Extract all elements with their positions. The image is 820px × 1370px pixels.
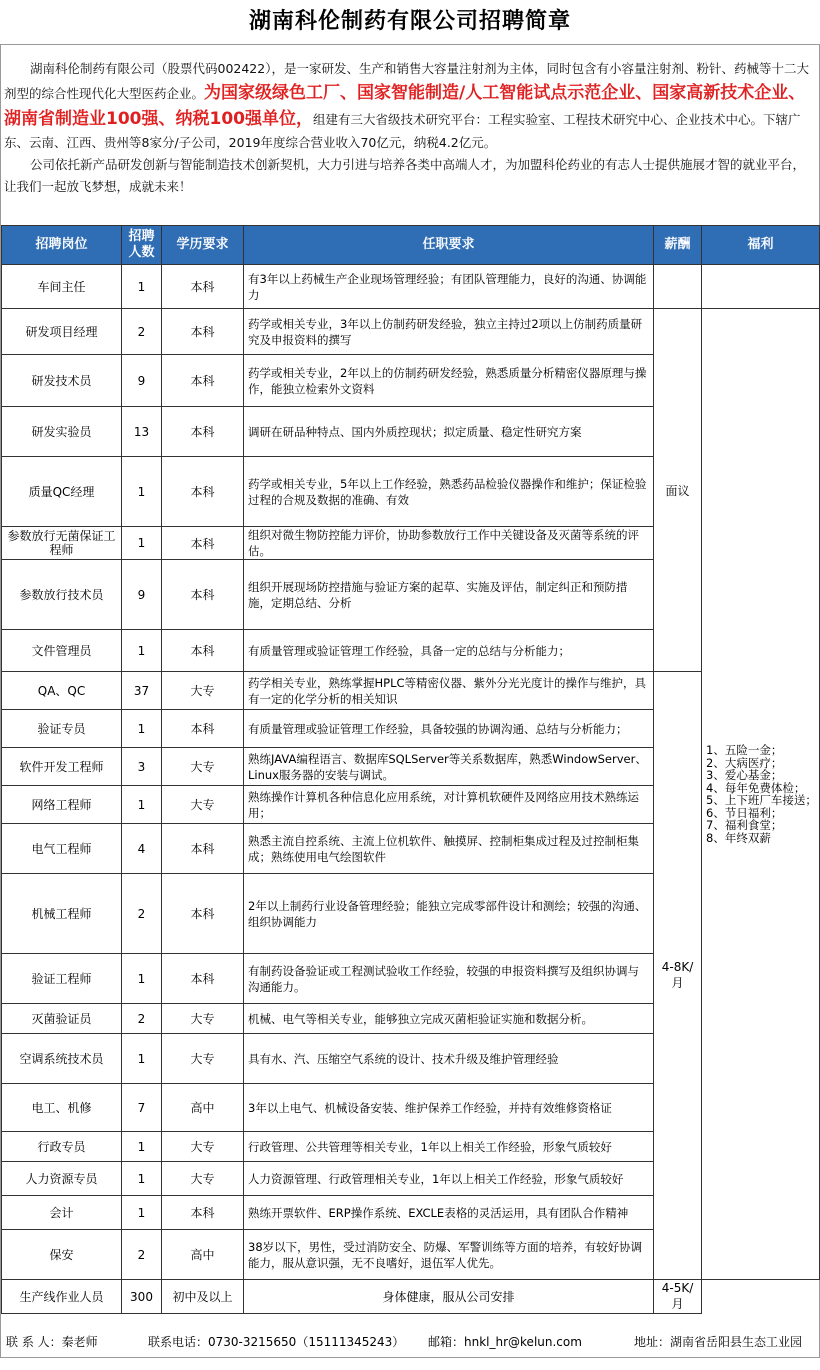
table-row <box>2 672 820 710</box>
cell-position: 生产线作业人员 <box>2 1280 122 1314</box>
cell-requirements: 身体健康，服从公司安排 <box>244 1280 654 1314</box>
cell-education: 本科 <box>162 407 244 457</box>
cell-education: 本科 <box>162 954 244 1004</box>
intro-text-a: 湖南科伦制药有限公司（股票代码002422），是一家研发、生产和销售大容量注射剂为主体，同时包含有小容量注射剂、粉针、药械等十二大剂型的综合性现代化大型医药企业。 <box>4 61 809 101</box>
cell-education: 本科 <box>162 1196 244 1230</box>
cell-position: 软件开发工程师 <box>2 748 122 786</box>
contact-address: 地址：湖南省岳阳县生态工业园 <box>634 1335 803 1349</box>
cell-education: 初中及以上 <box>162 1280 244 1314</box>
cell-education: 本科 <box>162 457 244 527</box>
cell-count: 1 <box>122 1132 162 1162</box>
cell-requirements: 药学或相关专业，5年以上工作经验，熟悉药品检验仪器操作和维护；保证检验过程的合规及数据的准确、有效 <box>244 457 654 527</box>
cell-count: 1 <box>122 954 162 1004</box>
header-salary: 薪酬 <box>654 226 702 265</box>
cell-position: 参数放行技术员 <box>2 560 122 630</box>
cell-education: 大专 <box>162 1004 244 1034</box>
cell-count: 1 <box>122 630 162 672</box>
table-row <box>2 309 820 355</box>
cell-count: 1 <box>122 527 162 560</box>
cell-count: 1 <box>122 457 162 527</box>
cell-count: 9 <box>122 355 162 407</box>
cell-education: 大专 <box>162 748 244 786</box>
cell-requirements: 2年以上制药行业设备管理经验；能独立完成零部件设计和测绘；较强的沟通、组织协调能力 <box>244 874 654 954</box>
cell-welfare-list: 1、五险一金； 2、大病医疗； 3、爱心基金； 4、每年免费体检； 5、上下班厂车接送； 6、节日福利； 7、福利食堂； 8、年终双薪 <box>702 309 820 1280</box>
cell-education: 大专 <box>162 1034 244 1084</box>
header-count: 招聘人数 <box>122 226 162 265</box>
cell-count: 7 <box>122 1084 162 1132</box>
cell-requirements: 组织开展现场防控措施与验证方案的起草、实施及评估，制定纠正和预防措施，定期总结、分析 <box>244 560 654 630</box>
cell-education: 大专 <box>162 672 244 710</box>
contact-email: 邮箱：hnkl_hr@kelun.com <box>428 1335 582 1349</box>
cell-position: 电工、机修 <box>2 1084 122 1132</box>
cell-position: 研发技术员 <box>2 355 122 407</box>
contact-phone: 联系电话：0730-3215650（15111345243） <box>148 1335 405 1349</box>
cell-salary-interview: 面议 <box>654 309 702 672</box>
cell-position: 质量QC经理 <box>2 457 122 527</box>
cell-position: 参数放行无菌保证工程师 <box>2 527 122 560</box>
header-welfare: 福利 <box>702 226 820 265</box>
cell-count: 1 <box>122 1196 162 1230</box>
cell-education: 大专 <box>162 786 244 824</box>
cell-requirements: 熟练JAVA编程语言、数据库SQLServer等关系数据库，熟悉WindowServer、Linux服务器的安装与调试。 <box>244 748 654 786</box>
cell-requirements: 调研在研品种特点、国内外质控现状；拟定质量、稳定性研究方案 <box>244 407 654 457</box>
cell-position: 空调系统技术员 <box>2 1034 122 1084</box>
cell-requirements: 药学或相关专业，3年以上仿制药研发经验，独立主持过2项以上仿制药质量研究及申报资料的撰写 <box>244 309 654 355</box>
header-requirements: 任职要求 <box>244 226 654 265</box>
cell-position: 行政专员 <box>2 1132 122 1162</box>
intro-highlight: 为国家级绿色工厂、国家智能制造/人工智能试点示范企业、国家高新技术企业、湖南省制造业100强、纳税100强单位， <box>4 83 806 129</box>
cell-requirements: 有制药设备验证或工程测试验收工作经验，较强的申报资料撰写及组织协调与沟通能力。 <box>244 954 654 1004</box>
cell-education: 本科 <box>162 527 244 560</box>
cell-requirements: 机械、电气等相关专业，能够独立完成灭菌柜验证实施和数据分析。 <box>244 1004 654 1034</box>
cell-count: 1 <box>122 1162 162 1196</box>
cell-requirements: 熟悉主流自控系统、主流上位机软件、触摸屏、控制柜集成过程及过控制柜集成；熟练使用电气绘图软件 <box>244 824 654 874</box>
cell-position: 会计 <box>2 1196 122 1230</box>
cell-salary-range: 4-8K/月 <box>654 672 702 1280</box>
jobs-table <box>1 225 820 1314</box>
cell-education: 本科 <box>162 265 244 309</box>
cell-requirements: 药学相关专业，熟练掌握HPLC等精密仪器、紫外分光光度计的操作与维护，具有一定的化学分析的相关知识 <box>244 672 654 710</box>
table-header-row <box>2 226 820 265</box>
cell-education: 高中 <box>162 1230 244 1280</box>
cell-count: 3 <box>122 748 162 786</box>
header-position: 招聘岗位 <box>2 226 122 265</box>
intro-text-b: 组建有三大省级技术研究平台：工程实验室、工程技术研究中心、企业技术中心。下辖广东、云南、江西、贵州等8家分/子公司，2019年度综合营业收入70亿元，纳税4.2亿元。 <box>4 112 801 150</box>
table-row <box>2 265 820 309</box>
cell-count: 300 <box>122 1280 162 1314</box>
cell-education: 大专 <box>162 1132 244 1162</box>
cell-education: 大专 <box>162 1162 244 1196</box>
cell-count: 13 <box>122 407 162 457</box>
page-title: 湖南科伦制药有限公司招聘简章 <box>248 9 571 34</box>
intro-paragraph-2: 公司依托新产品研发创新与智能制造技术创新契机，大力引进与培养各类中高端人才，为加盟科伦药业的有志人士提供施展才智的就业平台，让我们一起放飞梦想，成就未来！ <box>4 157 806 194</box>
cell-position: 保安 <box>2 1230 122 1280</box>
cell-requirements: 药学或相关专业，2年以上的仿制药研发经验，熟悉质量分析精密仪器原理与操作，能独立检索外文资料 <box>244 355 654 407</box>
cell-education: 本科 <box>162 710 244 748</box>
cell-position: 人力资源专员 <box>2 1162 122 1196</box>
cell-count: 2 <box>122 309 162 355</box>
cell-count: 2 <box>122 874 162 954</box>
cell-education: 本科 <box>162 309 244 355</box>
cell-position: QA、QC <box>2 672 122 710</box>
cell-requirements: 有质量管理或验证管理工作经验，具备一定的总结与分析能力； <box>244 630 654 672</box>
cell-position: 网络工程师 <box>2 786 122 824</box>
contact-person: 联 系 人：秦老师 <box>6 1335 98 1349</box>
cell-count: 1 <box>122 1034 162 1084</box>
cell-position: 文件管理员 <box>2 630 122 672</box>
table-row <box>2 1280 820 1314</box>
cell-position: 车间主任 <box>2 265 122 309</box>
cell-count: 1 <box>122 710 162 748</box>
cell-requirements: 熟练开票软件、ERP操作系统、EXCLE表格的灵活运用，具有团队合作精神 <box>244 1196 654 1230</box>
cell-position: 研发项目经理 <box>2 309 122 355</box>
cell-education: 本科 <box>162 874 244 954</box>
cell-position: 研发实验员 <box>2 407 122 457</box>
cell-education: 本科 <box>162 630 244 672</box>
cell-requirements: 3年以上电气、机械设备安装、维护保养工作经验，并持有效维修资格证 <box>244 1084 654 1132</box>
cell-requirements: 熟练操作计算机各种信息化应用系统，对计算机软硬件及网络应用技术熟练运用； <box>244 786 654 824</box>
company-intro <box>4 58 816 198</box>
cell-education: 本科 <box>162 560 244 630</box>
cell-education: 本科 <box>162 355 244 407</box>
cell-position: 电气工程师 <box>2 824 122 874</box>
cell-requirements: 行政管理、公共管理等相关专业，1年以上相关工作经验，形象气质较好 <box>244 1132 654 1162</box>
cell-welfare-empty <box>702 265 820 309</box>
cell-education: 本科 <box>162 824 244 874</box>
cell-count: 2 <box>122 1004 162 1034</box>
job-rows <box>2 265 820 1314</box>
cell-requirements: 38岁以下，男性，受过消防安全、防爆、军警训练等方面的培养，有较好协调能力，服从意识强，无不良嗜好，退伍军人优先。 <box>244 1230 654 1280</box>
cell-count: 2 <box>122 1230 162 1280</box>
cell-requirements: 有质量管理或验证管理工作经验，具备较强的协调沟通、总结与分析能力； <box>244 710 654 748</box>
cell-position: 灭菌验证员 <box>2 1004 122 1034</box>
header-education: 学历要求 <box>162 226 244 265</box>
intro-paragraph-1 <box>4 58 816 154</box>
cell-education: 高中 <box>162 1084 244 1132</box>
cell-position: 机械工程师 <box>2 874 122 954</box>
cell-salary-production: 4-5K/月 <box>654 1280 702 1314</box>
cell-position: 验证专员 <box>2 710 122 748</box>
cell-requirements: 组织对微生物防控能力评价，协助参数放行工作中关键设备及灭菌等系统的评估。 <box>244 527 654 560</box>
cell-count: 4 <box>122 824 162 874</box>
cell-requirements: 人力资源管理、行政管理相关专业，1年以上相关工作经验，形象气质较好 <box>244 1162 654 1196</box>
cell-count: 1 <box>122 786 162 824</box>
cell-count: 9 <box>122 560 162 630</box>
contact-footer <box>0 1327 820 1355</box>
cell-salary-empty <box>654 265 702 309</box>
cell-position: 验证工程师 <box>2 954 122 1004</box>
cell-requirements: 有3年以上药械生产企业现场管理经验；有团队管理能力，良好的沟通、协调能力 <box>244 265 654 309</box>
cell-requirements: 具有水、汽、压缩空气系统的设计、技术升级及维护管理经验 <box>244 1034 654 1084</box>
cell-count: 37 <box>122 672 162 710</box>
cell-count: 1 <box>122 265 162 309</box>
